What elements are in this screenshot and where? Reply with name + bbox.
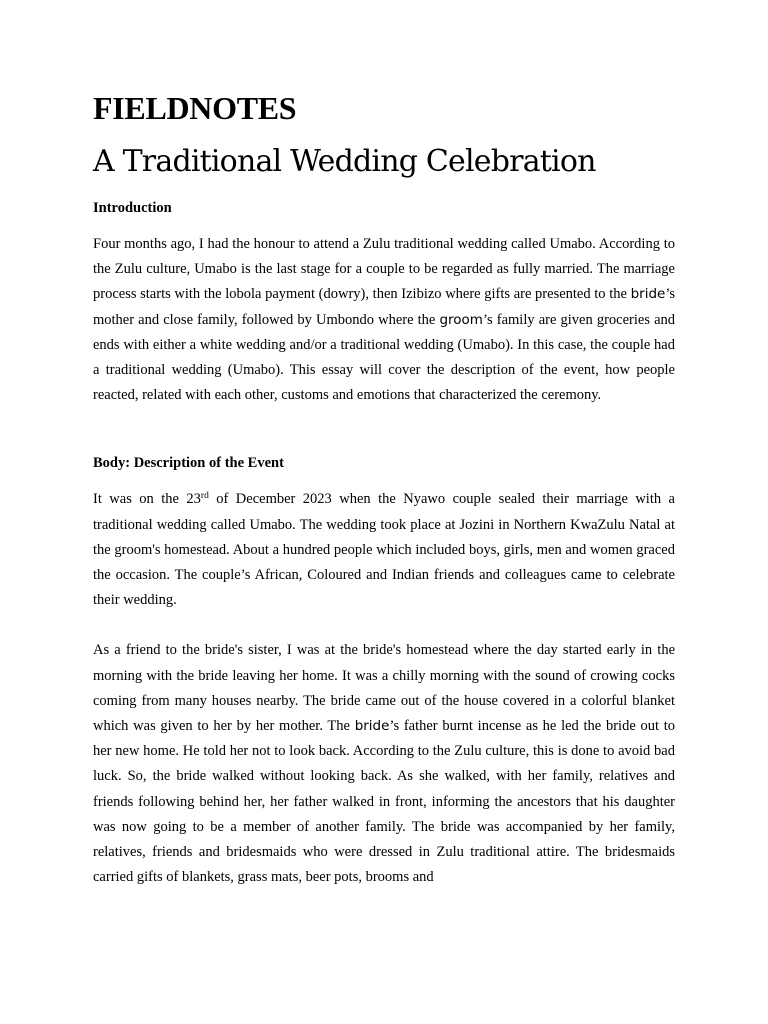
body-p2-text-part-1: As a friend to the bride's sister, I was at the bride's homestead where the day started early in the morning with the bride leaving her home. It was a chilly morning with the sound of crowing cocks coming from many houses nearby. The bride came out of the house covered in a colorful blanket which was given to her by her mother. The	[93, 642, 675, 735]
document-page	[93, 88, 675, 890]
body-p1-text-part-2: of December 2023 when the Nyawo couple sealed their marriage with a traditional wedding called Umabo. The wedding took place at Jozini in Northern KwaZulu Natal at the groom's homestead. About a hundred people which included boys, girls, men and women graced the occasion. The couple’s African, Coloured and Indian friends and colleagues came to celebrate their wedding.	[93, 491, 675, 609]
body-heading: Body: Description of the Event	[93, 455, 284, 472]
intro-text-part-3: ’s family are given groceries and ends with either a white wedding and/or a traditional wedding (Umabo). In this case, the couple had a traditional wedding (Umabo). This essay will cover the description of the event, how people reacted, related with each other, customs and emotions that characterized the ceremony.	[93, 311, 676, 404]
body-p1-text-part-1: It was on the 23	[93, 491, 201, 508]
intro-word-groom: groom	[439, 311, 483, 328]
intro-text-part-1: Four months ago, I had the honour to attend a Zulu traditional wedding called Umabo. According to the Zulu culture, Umabo is the last stage for a couple to be regarded as fully married. The marriage process starts with the lobola payment (dowry), then Izibizo where gifts are presented to the	[93, 236, 675, 303]
document-subtitle: A Traditional Wedding Celebration	[93, 144, 596, 179]
body-paragraph-2	[93, 638, 675, 890]
intro-word-bride: bride	[630, 286, 666, 303]
introduction-paragraph	[93, 232, 675, 408]
body-p2-word-bride: bride	[354, 718, 390, 735]
document-title: FIELDNOTES	[93, 90, 297, 126]
ordinal-suffix: rd	[200, 491, 209, 502]
intro-text-part-2: ’s mother and close family, followed by Umbondo where the	[93, 286, 675, 328]
body-p2-text-part-2: ’s father burnt incense as he led the bride out to her new home. He told her not to look back. According to the Zulu culture, this is done to avoid bad luck. So, the bride walked without looking back. As she walked, with her family, relatives and friends following behind her, her father walked in front, informing the ancestors that his daughter was now going to be a member of another family. The bride was accompanied by her family, relatives, friends and bridesmaids who were dressed in Zulu traditional attire. The bridesmaids carried gifts of blankets, grass mats, beer pots, brooms and	[93, 718, 676, 886]
introduction-heading: Introduction	[93, 200, 172, 216]
body-paragraph-1	[93, 487, 675, 613]
